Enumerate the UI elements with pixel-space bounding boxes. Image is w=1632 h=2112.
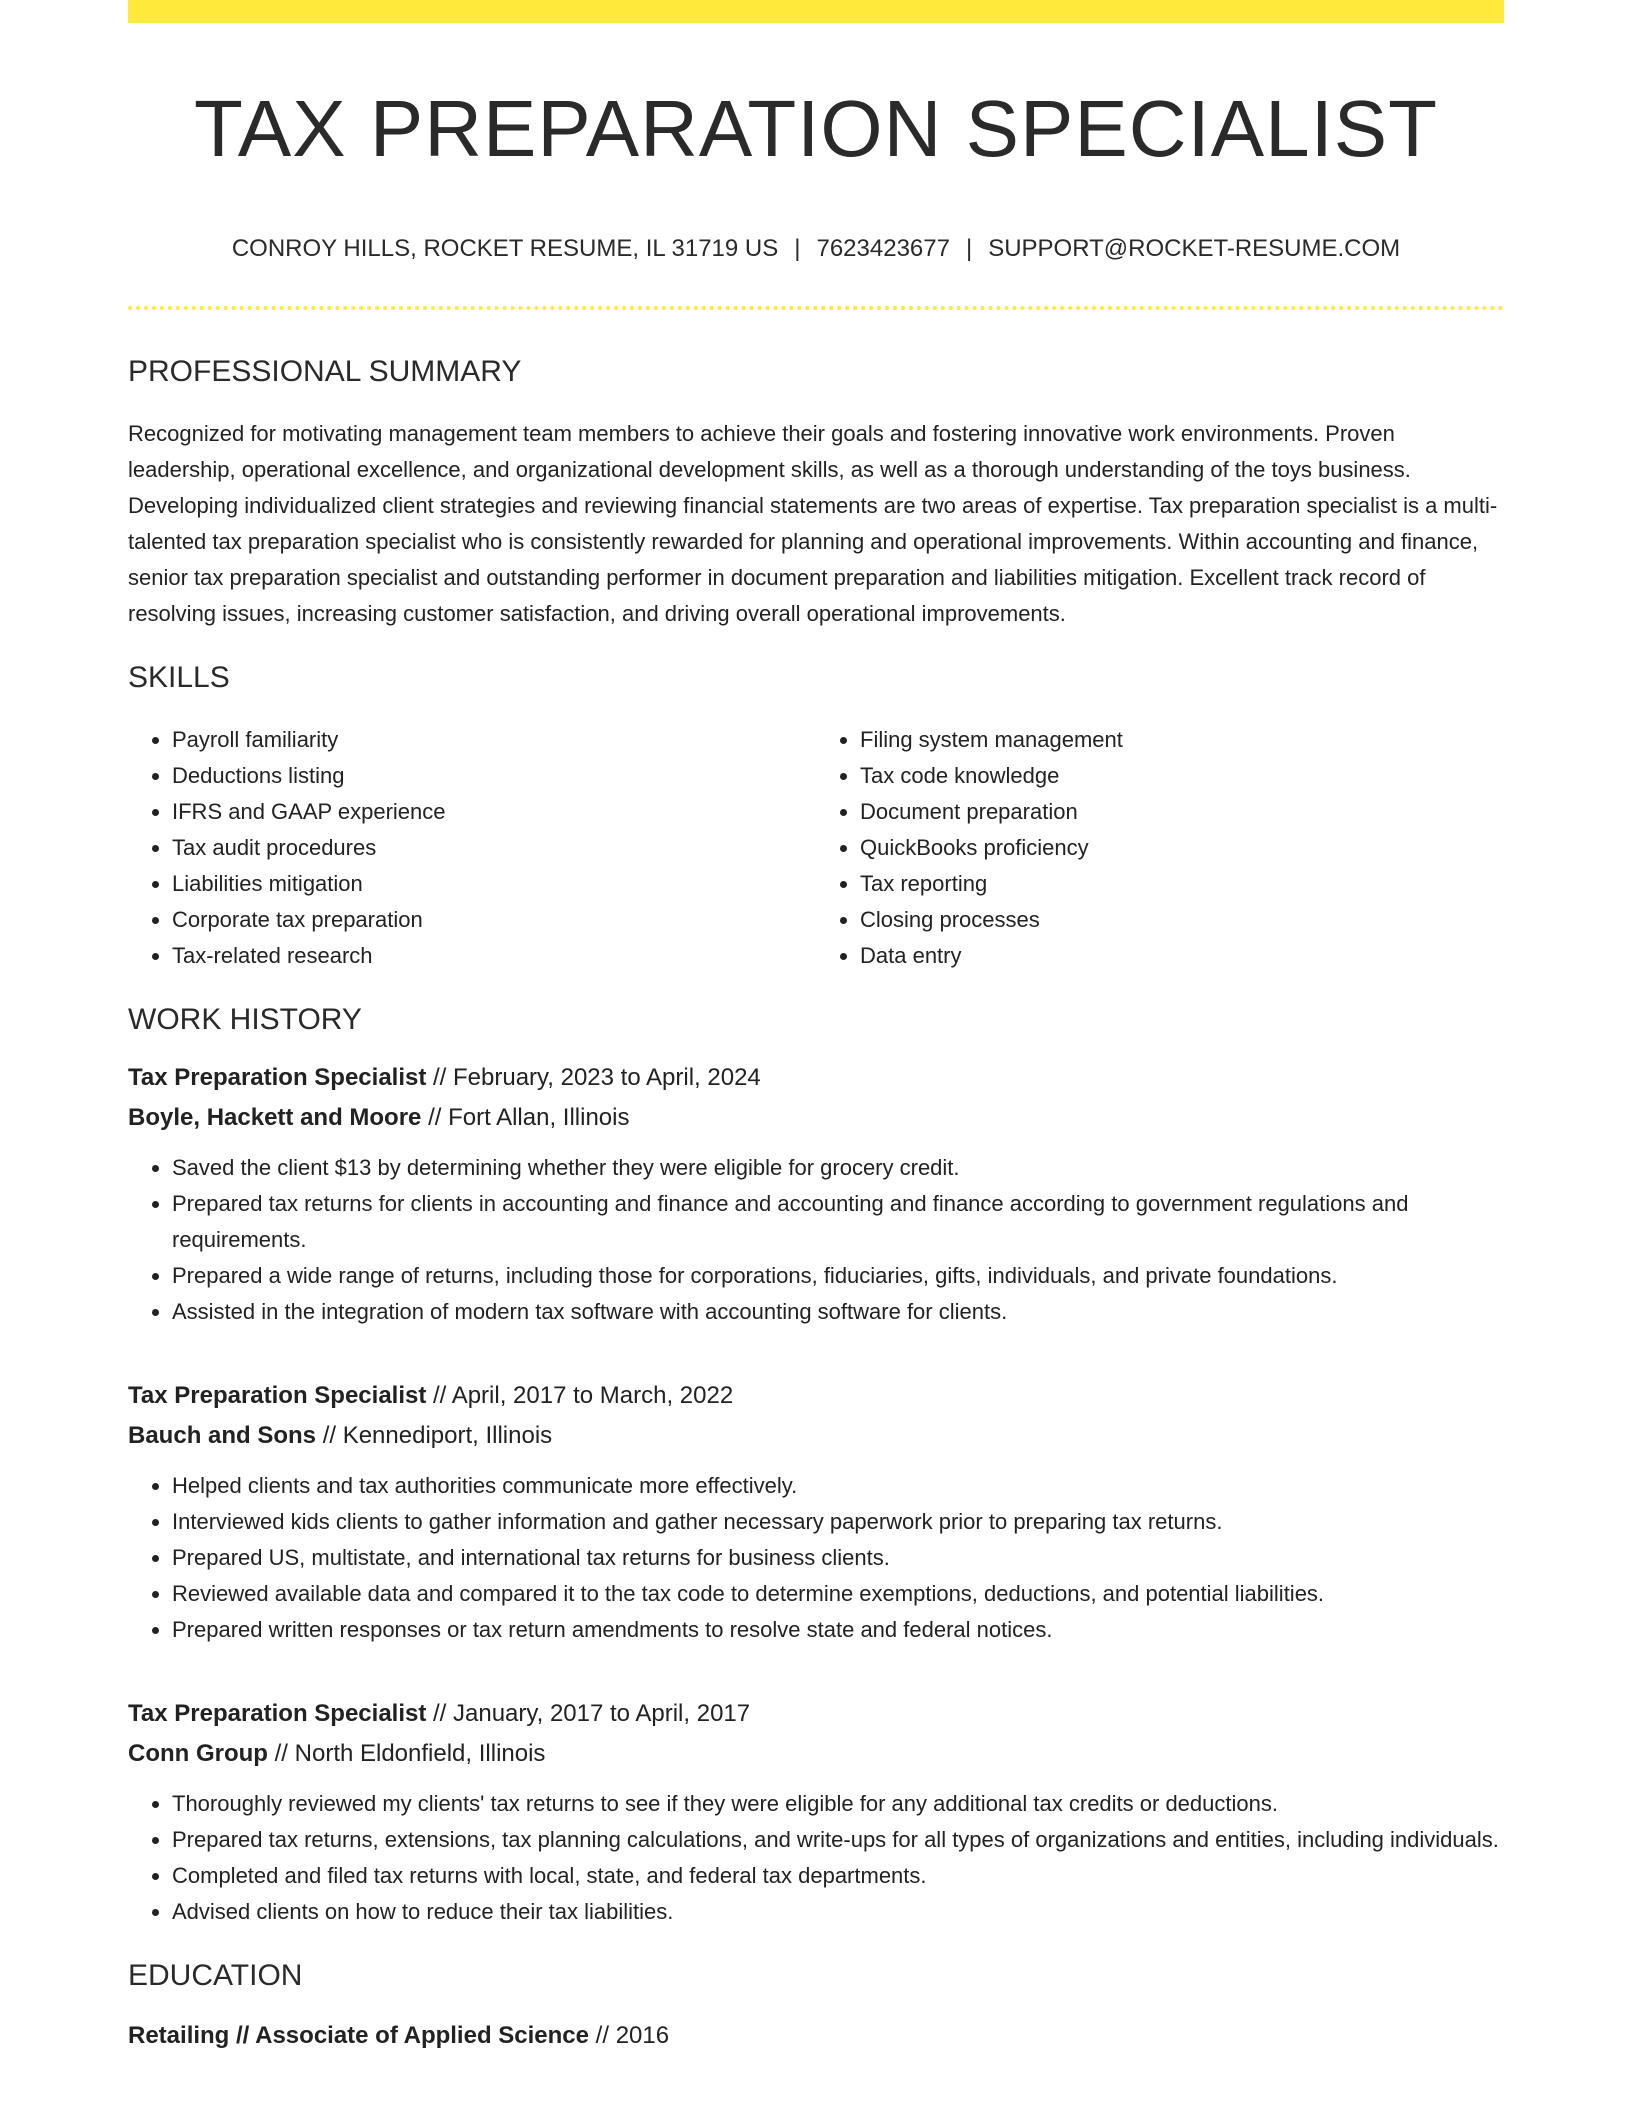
skills-column-right bbox=[816, 722, 1504, 974]
skill-item: • Deductions listing bbox=[172, 758, 816, 794]
job-location: // North Eldonfield, Illinois bbox=[267, 1739, 546, 1767]
summary-text: Recognized for motivating management team members to achieve their goals and fostering innovative work environments. Proven leadership, operational excellence, and organizational development skills, as well as a thorough understanding of the toys business. Developing individualized client strategies and reviewing financial statements are two areas of expertise. Tax preparation specialist is a multi-talented tax preparation specialist who is consistently rewarded for planning and operational improvements. Within accounting and finance, senior tax preparation specialist and outstanding performer in document preparation and liabilities mitigation. Excellent track record of resolving issues, increasing customer satisfaction, and driving overall operational improvements. bbox=[128, 420, 1498, 626]
job-company-line bbox=[128, 1098, 1504, 1138]
job-dates: // January, 2017 to April, 2017 bbox=[426, 1699, 751, 1727]
job-company-line bbox=[128, 1734, 1504, 1774]
job-company: Boyle, Hackett and Moore bbox=[128, 1103, 422, 1131]
resume-page bbox=[128, 0, 1504, 2056]
job-bullet: • Interviewed kids clients to gather information and gather necessary paperwork prior to preparing tax returns. bbox=[172, 1504, 1504, 1540]
job-entry bbox=[128, 1058, 1504, 1330]
job-bullet: • Prepared tax returns for clients in accounting and finance and accounting and finance according to government regulations and requirements. bbox=[172, 1186, 1504, 1258]
job-entry bbox=[128, 1376, 1504, 1648]
job-dates: // April, 2017 to March, 2022 bbox=[426, 1381, 734, 1409]
skill-item: • Payroll familiarity bbox=[172, 722, 816, 758]
job-bullet: • Thoroughly reviewed my clients' tax returns to see if they were eligible for any additional tax credits or deductions. bbox=[172, 1786, 1504, 1822]
skill-item: • Corporate tax preparation bbox=[172, 902, 816, 938]
accent-top-bar bbox=[128, 0, 1504, 23]
job-title-line bbox=[128, 1694, 1504, 1734]
job-title: Tax Preparation Specialist bbox=[128, 1381, 427, 1409]
contact-address: CONROY HILLS, ROCKET RESUME, IL 31719 US bbox=[231, 235, 779, 262]
job-title: Tax Preparation Specialist bbox=[128, 1063, 427, 1091]
skill-item: • Document preparation bbox=[860, 794, 1504, 830]
job-bullet: • Helped clients and tax authorities communicate more effectively. bbox=[172, 1468, 1504, 1504]
job-bullet: • Assisted in the integration of modern tax software with accounting software for clients. bbox=[172, 1294, 1504, 1330]
education-heading: EDUCATION bbox=[128, 1958, 303, 1992]
skill-item: • Data entry bbox=[860, 938, 1504, 974]
skill-item: • Filing system management bbox=[860, 722, 1504, 758]
skill-item: • Tax reporting bbox=[860, 866, 1504, 902]
education-entry bbox=[128, 2016, 1504, 2056]
contact-phone: 7623423677 bbox=[816, 235, 950, 262]
skill-item: • Tax-related research bbox=[172, 938, 816, 974]
contact-email: SUPPORT@ROCKET-RESUME.COM bbox=[988, 235, 1401, 262]
job-bullet: • Completed and filed tax returns with local, state, and federal tax departments. bbox=[172, 1858, 1504, 1894]
skill-item: • Liabilities mitigation bbox=[172, 866, 816, 902]
contact-separator: | bbox=[794, 235, 801, 262]
job-bullets bbox=[128, 1786, 1504, 1930]
job-bullet: • Prepared a wide range of returns, including those for corporations, fiduciaries, gifts, individuals, and private foundations. bbox=[172, 1258, 1504, 1294]
skills-column-left bbox=[128, 722, 816, 974]
dotted-divider bbox=[128, 306, 1504, 310]
skill-item: • IFRS and GAAP experience bbox=[172, 794, 816, 830]
job-bullet: • Prepared tax returns, extensions, tax planning calculations, and write-ups for all types of organizations and entities, including individuals. bbox=[172, 1822, 1504, 1858]
education-degree: Retailing // Associate of Applied Science bbox=[128, 2021, 590, 2049]
job-bullet: • Advised clients on how to reduce their tax liabilities. bbox=[172, 1894, 1504, 1930]
job-bullets bbox=[128, 1150, 1504, 1330]
job-title: Tax Preparation Specialist bbox=[128, 1699, 427, 1727]
job-bullet: • Reviewed available data and compared it to the tax code to determine exemptions, deductions, and potential liabilities. bbox=[172, 1576, 1504, 1612]
job-title-line bbox=[128, 1058, 1504, 1098]
job-company: Conn Group bbox=[128, 1739, 268, 1767]
resume-title: TAX PREPARATION SPECIALIST bbox=[193, 84, 1439, 173]
job-bullet: • Prepared written responses or tax return amendments to resolve state and federal notices. bbox=[172, 1612, 1504, 1648]
job-location: // Kennediport, Illinois bbox=[316, 1421, 553, 1449]
skill-item: • Tax code knowledge bbox=[860, 758, 1504, 794]
skills-heading: SKILLS bbox=[128, 660, 230, 694]
job-bullet: • Prepared US, multistate, and international tax returns for business clients. bbox=[172, 1540, 1504, 1576]
skill-item: • Closing processes bbox=[860, 902, 1504, 938]
contact-line bbox=[128, 235, 1504, 264]
job-entry bbox=[128, 1694, 1504, 1930]
summary-heading: PROFESSIONAL SUMMARY bbox=[128, 354, 522, 388]
education-year: // 2016 bbox=[589, 2021, 670, 2049]
job-location: // Fort Allan, Illinois bbox=[421, 1103, 630, 1131]
job-company-line bbox=[128, 1416, 1504, 1456]
skill-item: • Tax audit procedures bbox=[172, 830, 816, 866]
job-title-line bbox=[128, 1376, 1504, 1416]
job-bullet: • Saved the client $13 by determining whether they were eligible for grocery credit. bbox=[172, 1150, 1504, 1186]
job-dates: // February, 2023 to April, 2024 bbox=[426, 1063, 761, 1091]
job-bullets bbox=[128, 1468, 1504, 1648]
skills-list bbox=[128, 722, 1504, 974]
skill-item: • QuickBooks proficiency bbox=[860, 830, 1504, 866]
contact-separator: | bbox=[965, 235, 973, 262]
job-company: Bauch and Sons bbox=[128, 1421, 317, 1449]
work-history-heading: WORK HISTORY bbox=[128, 1002, 362, 1036]
